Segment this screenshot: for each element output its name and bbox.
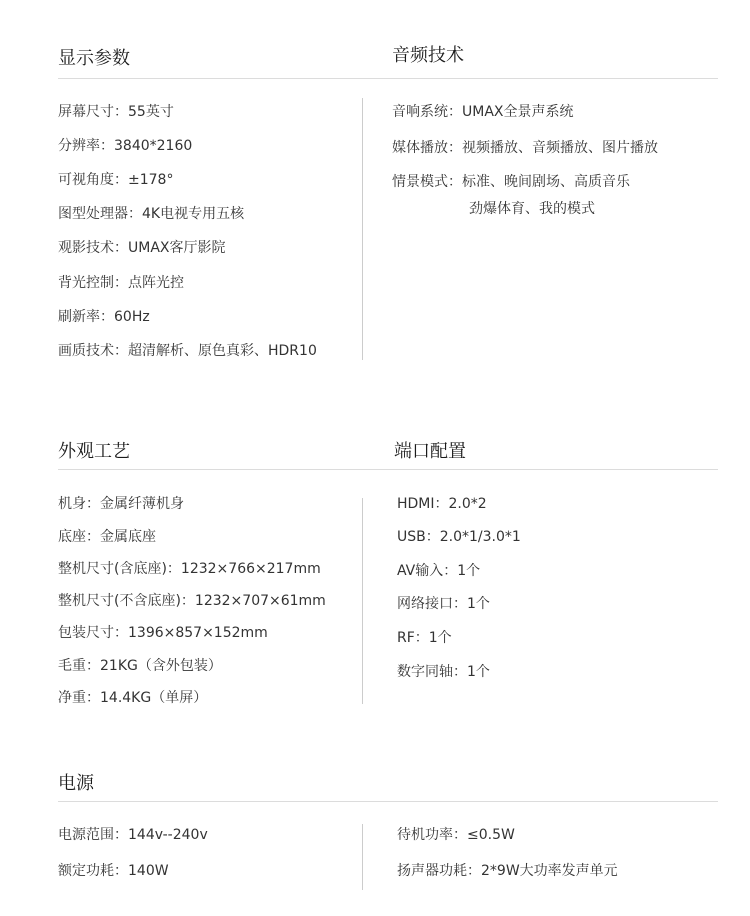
spec-resolution: 分辨率：3840*2160 <box>58 138 193 154</box>
spec-power-range: 电源范围：144v--240v <box>58 827 208 843</box>
spec-scene-mode: 情景模式：标准、晚间剧场、高质音乐 <box>392 174 630 190</box>
spec-network: 网络接口：1个 <box>397 596 490 612</box>
section-title-appearance: 外观工艺 <box>58 441 130 462</box>
column-divider <box>362 824 363 890</box>
section-title-power: 电源 <box>58 773 94 794</box>
spec-package-size: 包装尺寸：1396×857×152mm <box>58 625 268 641</box>
spec-hdmi: HDMI：2.0*2 <box>397 496 487 512</box>
spec-media-playback: 媒体播放：视频播放、音频播放、图片播放 <box>392 140 658 156</box>
spec-coaxial: 数字同轴：1个 <box>397 664 490 680</box>
divider-line <box>58 78 718 79</box>
spec-size-without-stand: 整机尺寸(不含底座)：1232×707×61mm <box>58 593 326 609</box>
spec-usb: USB：2.0*1/3.0*1 <box>397 529 521 545</box>
spec-viewing-angle: 可视角度：±178° <box>58 172 174 188</box>
spec-av-input: AV输入：1个 <box>397 563 481 579</box>
spec-standby-power: 待机功率：≤0.5W <box>397 827 515 843</box>
spec-viewing-tech: 观影技术：UMAX客厅影院 <box>58 240 226 256</box>
spec-processor: 图型处理器：4K电视专用五核 <box>58 206 245 222</box>
spec-rated-power: 额定功耗：140W <box>58 863 169 879</box>
spec-speaker-power: 扬声器功耗：2*9W大功率发声单元 <box>397 863 618 879</box>
divider-line <box>58 801 718 802</box>
spec-gross-weight: 毛重：21KG（含外包装） <box>58 658 222 674</box>
spec-size-with-stand: 整机尺寸(含底座)：1232×766×217mm <box>58 561 321 577</box>
spec-backlight: 背光控制：点阵光控 <box>58 275 184 291</box>
section-title-display: 显示参数 <box>58 48 130 69</box>
spec-net-weight: 净重：14.4KG（单屏） <box>58 690 208 706</box>
spec-rf: RF：1个 <box>397 630 452 646</box>
spec-picture-tech: 画质技术：超清解析、原色真彩、HDR10 <box>58 343 317 359</box>
column-divider <box>362 498 363 704</box>
spec-refresh-rate: 刷新率：60Hz <box>58 309 150 325</box>
section-title-audio: 音频技术 <box>392 45 464 66</box>
spec-sound-system: 音响系统：UMAX全景声系统 <box>392 104 574 120</box>
spec-stand: 底座：金属底座 <box>58 529 156 545</box>
spec-body: 机身：金属纤薄机身 <box>58 496 184 512</box>
divider-line <box>58 469 718 470</box>
spec-screen-size: 屏幕尺寸：55英寸 <box>58 104 174 120</box>
column-divider <box>362 98 363 360</box>
section-title-ports: 端口配置 <box>394 441 466 462</box>
spec-scene-mode-cont: 劲爆体育、我的模式 <box>469 201 595 217</box>
